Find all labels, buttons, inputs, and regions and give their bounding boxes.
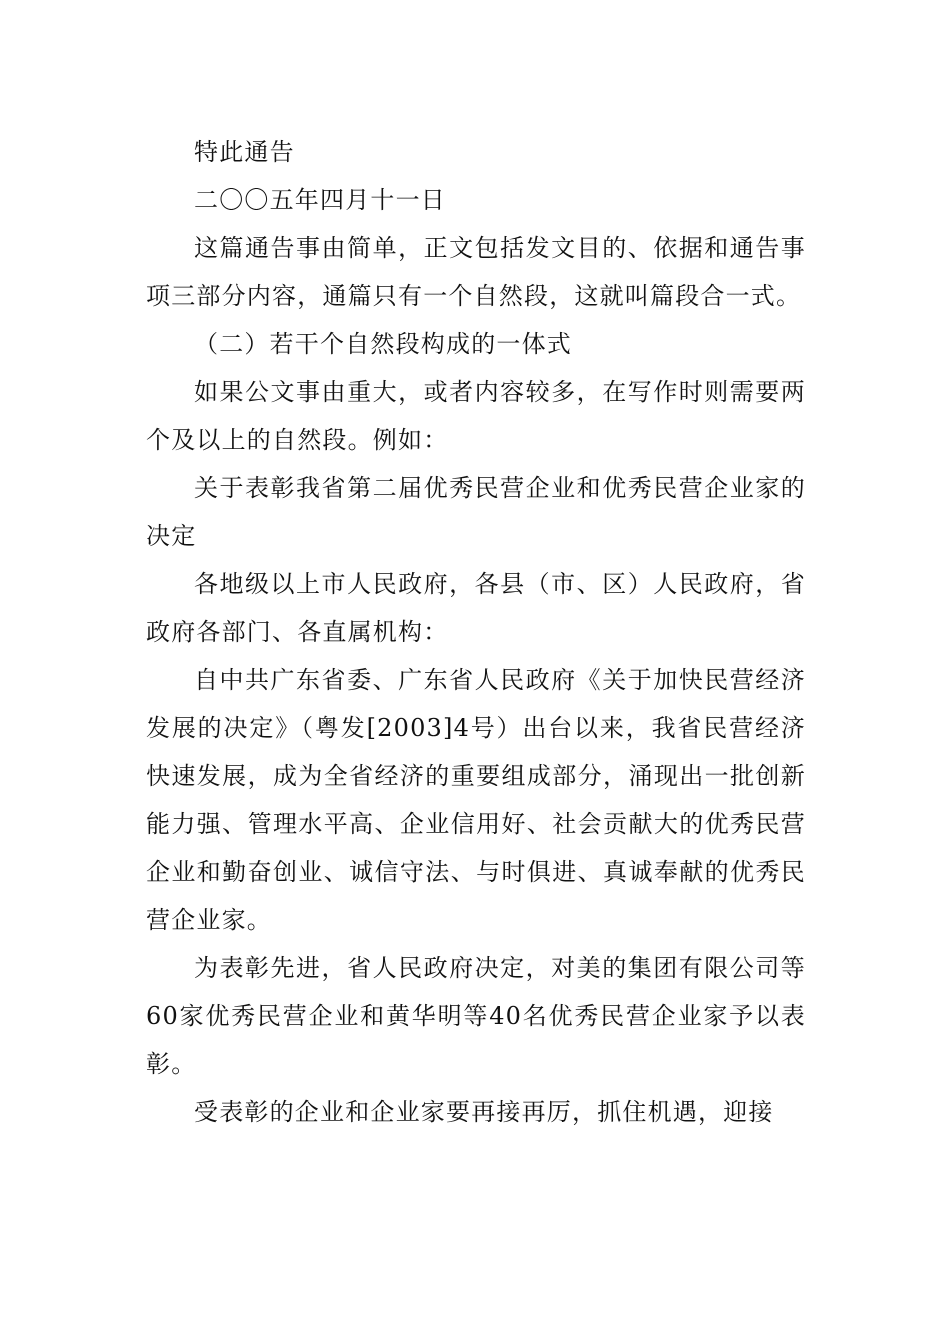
example-paragraph-continued: 受表彰的企业和企业家要再接再厉，抓住机遇，迎接: [194, 1098, 774, 1126]
paragraph-intro: 如果公文事由重大，或者内容较多，在写作时则需要两个及以上的自然段。例如：: [146, 378, 806, 454]
example-title: 关于表彰我省第二届优秀民营企业和优秀民营企业家的决定: [146, 474, 806, 550]
example-addressees: 各地级以上市人民政府，各县（市、区）人民政府，省政府各部门、各直属机构：: [146, 570, 806, 646]
example-paragraph-background: 自中共广东省委、广东省人民政府《关于加快民营经济发展的决定》（粤发[2003]4号）出台以来，我省民营经济快速发展，成为全省经济的重要组成部分，涌现出一批创新能力强、管理水平高、企业信用好、社会贡献大的优秀民营企业和勤奋创业、诚信守法、与时俱进、真诚奉献的优秀民营企业家。: [146, 666, 806, 934]
section-heading: （二）若干个自然段构成的一体式: [194, 330, 572, 358]
paragraph-date: 二〇〇五年四月十一日: [194, 186, 446, 214]
document-body: [146, 128, 806, 1136]
example-paragraph-decision: 为表彰先进，省人民政府决定，对美的集团有限公司等60家优秀民营企业和黄华明等40名优秀民营企业家予以表彰。: [146, 954, 806, 1078]
paragraph-commentary: 这篇通告事由简单，正文包括发文目的、依据和通告事项三部分内容，通篇只有一个自然段，这就叫篇段合一式。: [146, 234, 806, 310]
paragraph-closing: 特此通告: [194, 138, 295, 166]
